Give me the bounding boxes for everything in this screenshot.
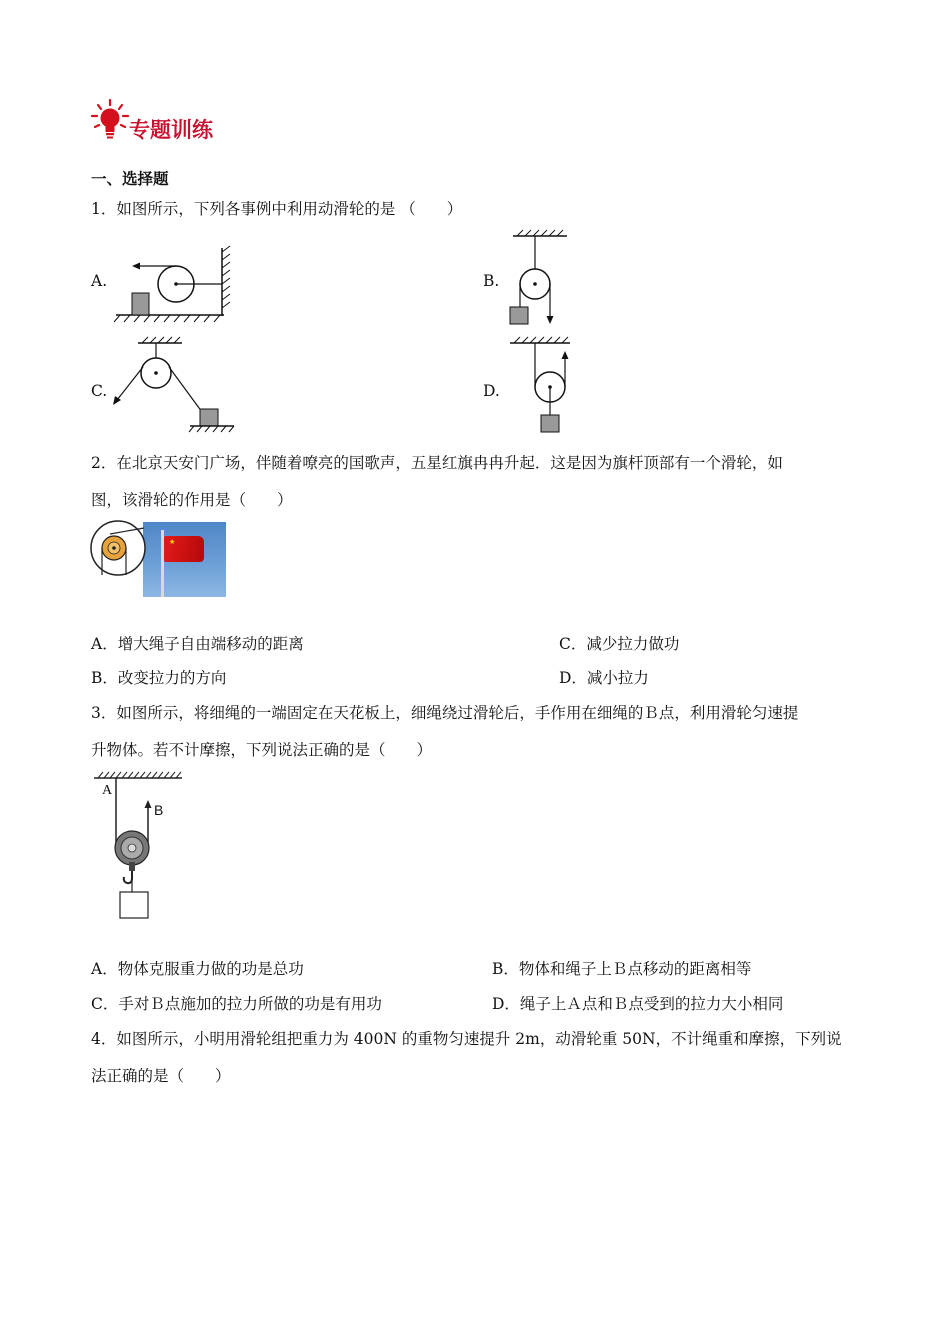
q1-option-d-label: D. — [483, 382, 500, 400]
q1-figure-d — [505, 337, 585, 437]
lightbulb-icon — [90, 98, 130, 140]
question-3-stem-line-1: 3．如图所示，将细绳的一端固定在天花板上，细绳绕过滑轮后，手作用在细绳的Ｂ点，利用滑轮匀速提 — [91, 704, 799, 722]
question-3-stem-line-2: 升物体。若不计摩擦，下列说法正确的是（ ） — [91, 741, 433, 759]
q1-figure-a — [112, 246, 242, 326]
q2-pulley-inset — [90, 520, 150, 580]
q2-option-c: C．减少拉力做功 — [559, 635, 680, 653]
q1-figure-c — [110, 337, 250, 433]
q2-flag-photo: ★ — [143, 522, 226, 597]
q1-option-c-label: C. — [91, 382, 108, 400]
q3-label-b: B — [154, 802, 164, 818]
q3-option-d: D．绳子上Ａ点和Ｂ点受到的拉力大小相同 — [492, 995, 784, 1013]
question-2-stem-line-1: 2．在北京天安门广场，伴随着嘹亮的国歌声，五星红旗冉冉升起．这是因为旗杆顶部有一个滑轮，如 — [91, 454, 783, 472]
q3-option-b: B．物体和绳子上Ｂ点移动的距离相等 — [492, 960, 752, 978]
section-heading: 一、选择题 — [91, 170, 169, 188]
q3-option-c: C．手对Ｂ点施加的拉力所做的功是有用功 — [91, 995, 382, 1013]
question-2-stem-line-2: 图，该滑轮的作用是（ ） — [91, 491, 293, 509]
page-title: 专题训练 — [129, 118, 213, 142]
question-4-stem-line-1: 4．如图所示，小明用滑轮组把重力为 400N 的重物匀速提升 2m，动滑轮重 50N，不计绳重和摩擦，下列说 — [91, 1030, 842, 1048]
q1-option-b-label: B. — [483, 272, 500, 290]
question-4-stem-line-2: 法正确的是（ ） — [91, 1067, 231, 1085]
q2-option-d: D．减小拉力 — [559, 669, 649, 687]
q1-figure-b — [505, 230, 575, 330]
q3-label-a: A — [102, 783, 113, 798]
q3-option-a: A．物体克服重力做的功是总功 — [91, 960, 304, 978]
question-1-stem: 1．如图所示，下列各事例中利用动滑轮的是 （ ） — [91, 200, 463, 218]
q2-option-b: B．改变拉力的方向 — [91, 669, 227, 687]
q2-option-a: A．增大绳子自由端移动的距离 — [91, 635, 304, 653]
q1-option-a-label: A. — [91, 272, 108, 290]
